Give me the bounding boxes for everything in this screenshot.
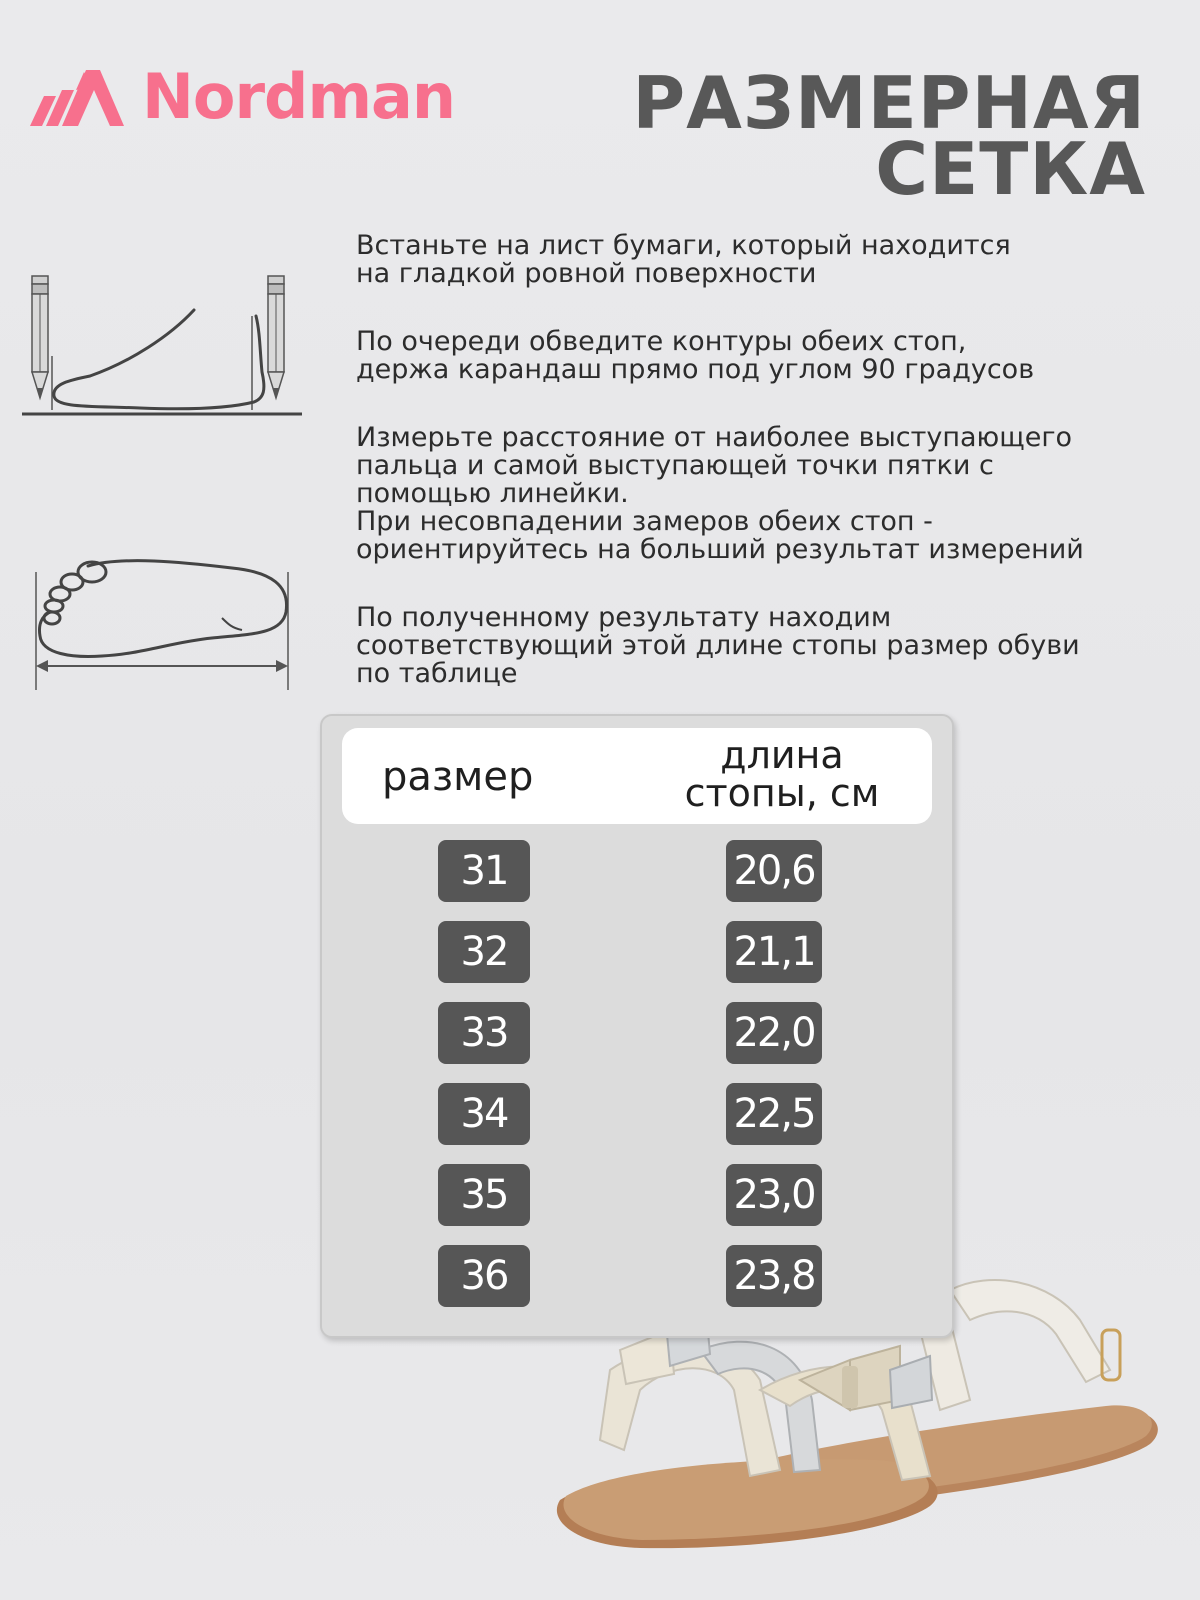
brand-logo xyxy=(30,60,456,133)
pencil-icon xyxy=(32,276,48,398)
mountain-logo-icon xyxy=(30,66,130,128)
page-title xyxy=(632,61,1146,211)
pencil-icon xyxy=(268,276,284,398)
size-cell: 36 xyxy=(438,1245,530,1307)
table-row xyxy=(322,840,952,921)
instruction-4: По полученному результату находим соответствующий этой длине стопы размер обуви по таблице xyxy=(356,602,1080,689)
instruction-2: По очереди обведите контуры обеих стоп, держа карандаш прямо под углом 90 градусов xyxy=(356,326,1035,385)
brand-name: Nordman xyxy=(142,60,456,133)
size-table xyxy=(320,714,954,1338)
length-cell: 22,5 xyxy=(726,1083,822,1145)
foot-tracing-illustration xyxy=(20,272,306,428)
foot-measurement-illustration xyxy=(32,558,294,692)
header-size: размер xyxy=(382,754,534,800)
instruction-1: Встаньте на лист бумаги, который находится на гладкой ровной поверхности xyxy=(356,230,1011,289)
size-table-header xyxy=(342,728,932,824)
length-cell: 23,0 xyxy=(726,1164,822,1226)
table-row xyxy=(322,1164,952,1245)
size-cell: 31 xyxy=(438,840,530,902)
title-line-2: СЕТКА xyxy=(875,127,1146,211)
size-cell: 32 xyxy=(438,921,530,983)
size-cell: 33 xyxy=(438,1002,530,1064)
instructions xyxy=(356,232,1176,728)
length-cell: 22,0 xyxy=(726,1002,822,1064)
length-cell: 21,1 xyxy=(726,921,822,983)
length-cell: 23,8 xyxy=(726,1245,822,1307)
instruction-3: Измерьте расстояние от наиболее выступающего пальца и самой выступающей точки пятки с помощью линейки. При несовпадении замеров обеих стоп - ориентируйтесь на больший результат измерений xyxy=(356,422,1084,565)
title-line-1: РАЗМЕРНАЯ xyxy=(632,61,1146,145)
table-row xyxy=(322,1002,952,1083)
length-cell: 20,6 xyxy=(726,840,822,902)
header-foot-length: длина стопы, см xyxy=(684,733,880,815)
table-row xyxy=(322,1083,952,1164)
size-cell: 35 xyxy=(438,1164,530,1226)
table-row xyxy=(322,921,952,1002)
size-cell: 34 xyxy=(438,1083,530,1145)
table-row xyxy=(322,1245,952,1326)
size-table-rows xyxy=(322,840,952,1326)
